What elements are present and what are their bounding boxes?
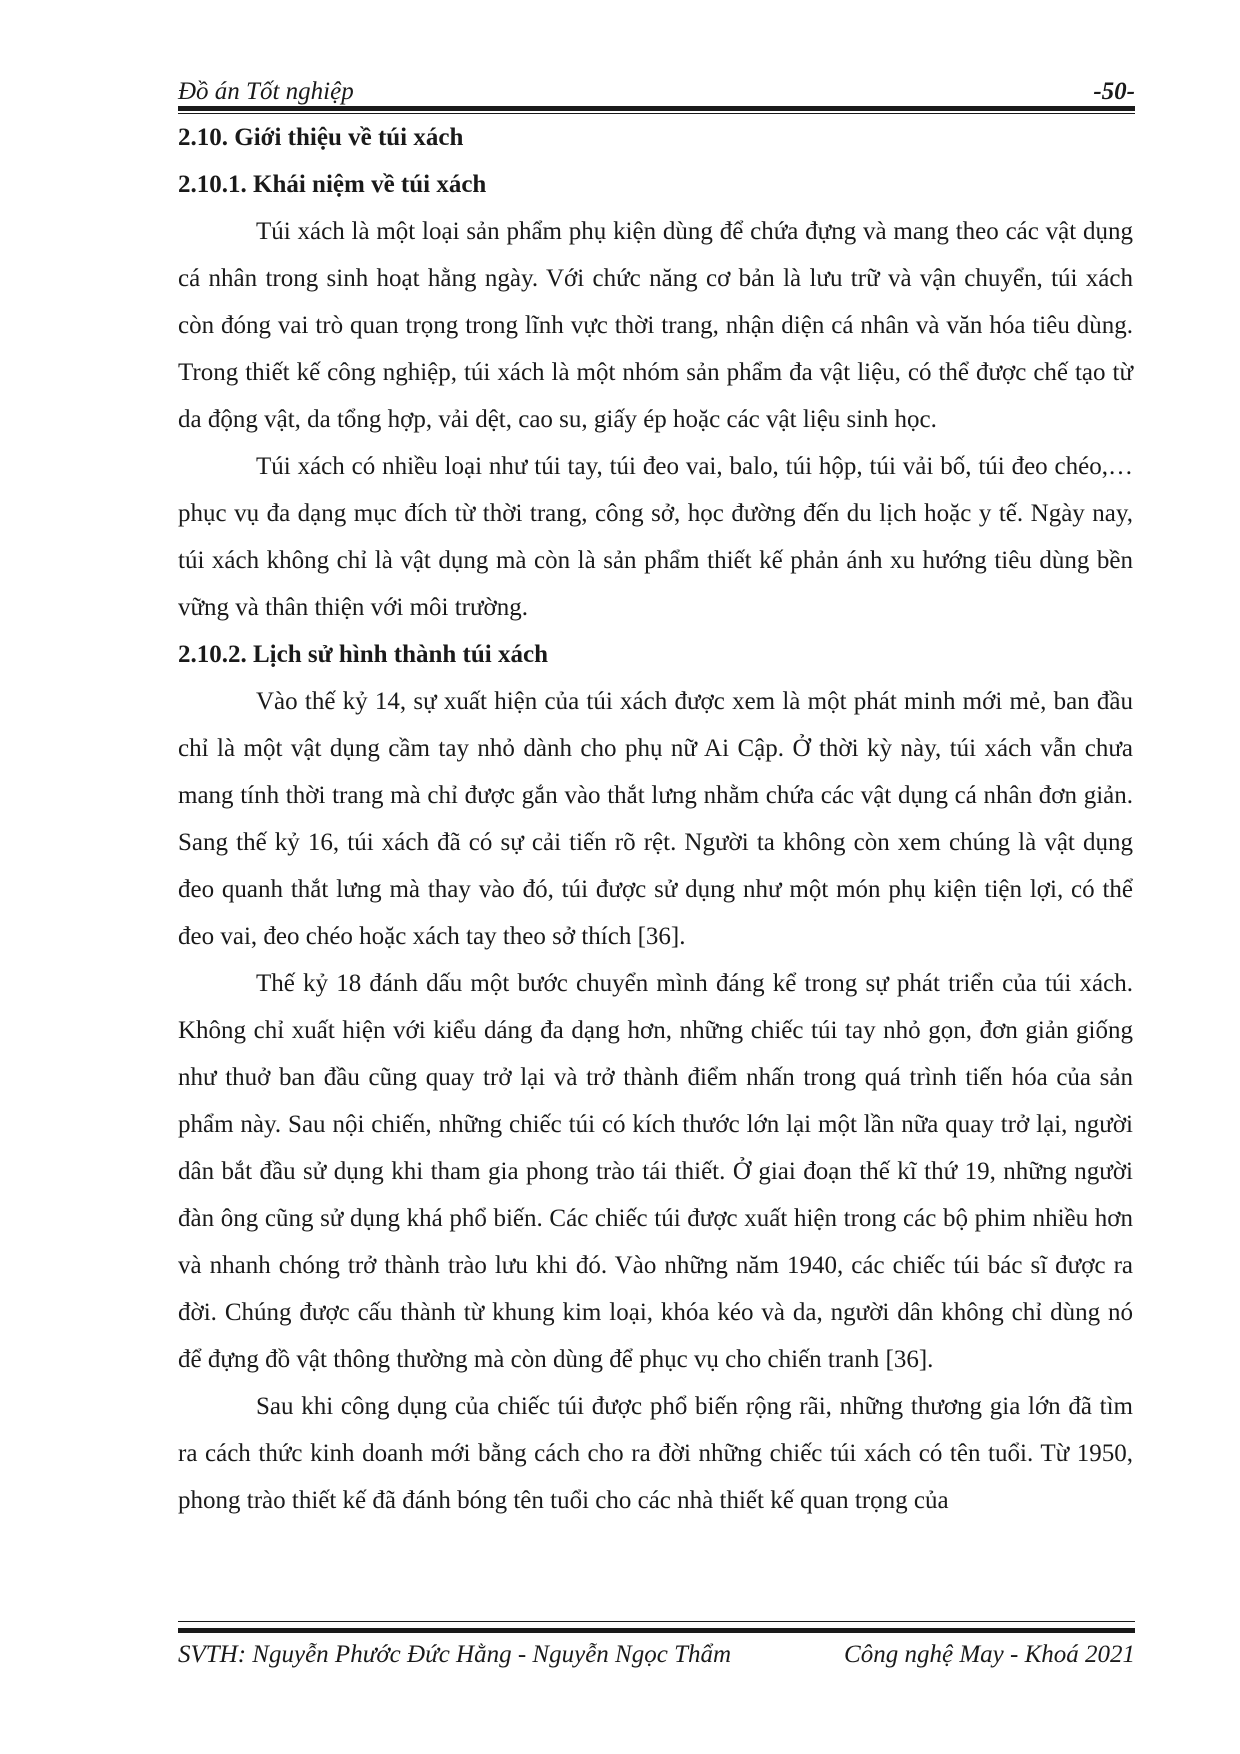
- header-divider: [178, 106, 1135, 111]
- paragraph: Sau khi công dụng của chiếc túi được phổ biến rộng rãi, những thương gia lớn đã tìm ra cách thức kinh doanh mới bằng cách cho ra đời những chiếc túi xách có tên tuổi. Từ 1950, phong trào thiết kế đã đánh bóng tên tuổi cho các nhà thiết kế quan trọng của: [178, 1393, 1133, 1514]
- paragraph: Vào thế kỷ 14, sự xuất hiện của túi xách được xem là một phát minh mới mẻ, ban đầu chỉ là một vật dụng cầm tay nhỏ dành cho phụ nữ Ai Cập. Ở thời kỳ này, túi xách vẫn chưa mang tính thời trang mà chỉ được gắn vào thắt lưng nhằm chứa các vật dụng cá nhân đơn giản. Sang thế kỷ 16, túi xách đã có sự cải tiến rõ rệt. Người ta không còn xem chúng là vật dụng đeo quanh thắt lưng mà thay vào đó, túi được sử dụng như một món phụ kiện tiện lợi, có thể đeo vai, đeo chéo hoặc xách tay theo sở thích [36].: [178, 688, 1133, 950]
- page-number: -50-: [1093, 78, 1135, 105]
- page-header: [178, 70, 1135, 106]
- page-content: [178, 114, 1133, 1524]
- page-footer: [178, 1641, 1135, 1669]
- footer-program: Công nghệ May - Khoá 2021: [844, 1641, 1135, 1668]
- subsection-heading: 2.10.2. Lịch sử hình thành túi xách: [178, 641, 548, 668]
- section-heading: 2.10. Giới thiệu về túi xách: [178, 124, 464, 151]
- paragraph: Túi xách là một loại sản phẩm phụ kiện dùng để chứa đựng và mang theo các vật dụng cá nhân trong sinh hoạt hằng ngày. Với chức năng cơ bản là lưu trữ và vận chuyển, túi xách còn đóng vai trò quan trọng trong lĩnh vực thời trang, nhận diện cá nhân và văn hóa tiêu dùng. Trong thiết kế công nghiệp, túi xách là một nhóm sản phẩm đa vật liệu, có thể được chế tạo từ da động vật, da tổng hợp, vải dệt, cao su, giấy ép hoặc các vật liệu sinh học.: [178, 218, 1133, 433]
- document-title: Đồ án Tốt nghiệp: [178, 78, 354, 105]
- footer-divider: [178, 1628, 1135, 1633]
- subsection-heading: 2.10.1. Khái niệm về túi xách: [178, 171, 487, 198]
- footer-authors: SVTH: Nguyễn Phước Đức Hằng - Nguyễn Ngọc Thẩm: [178, 1641, 732, 1668]
- paragraph: Thế kỷ 18 đánh dấu một bước chuyển mình đáng kể trong sự phát triển của túi xách. Không chỉ xuất hiện với kiểu dáng đa dạng hơn, những chiếc túi tay nhỏ gọn, đơn giản giống như thuở ban đầu cũng quay trở lại và trở thành điểm nhấn trong quá trình tiến hóa của sản phẩm này. Sau nội chiến, những chiếc túi có kích thước lớn lại một lần nữa quay trở lại, người dân bắt đầu sử dụng khi tham gia phong trào tái thiết. Ở giai đoạn thế kĩ thứ 19, những người đàn ông cũng sử dụng khá phổ biến. Các chiếc túi được xuất hiện trong các bộ phim nhiều hơn và nhanh chóng trở thành trào lưu khi đó. Vào những năm 1940, các chiếc túi bác sĩ được ra đời. Chúng được cấu thành từ khung kim loại, khóa kéo và da, người dân không chỉ dùng nó để đựng đồ vật thông thường mà còn dùng để phục vụ cho chiến tranh [36].: [178, 970, 1133, 1373]
- paragraph: Túi xách có nhiều loại như túi tay, túi đeo vai, balo, túi hộp, túi vải bố, túi đeo chéo,… phục vụ đa dạng mục đích từ thời trang, công sở, học đường đến du lịch hoặc y tế. Ngày nay, túi xách không chỉ là vật dụng mà còn là sản phẩm thiết kế phản ánh xu hướng tiêu dùng bền vững và thân thiện với môi trường.: [178, 453, 1133, 621]
